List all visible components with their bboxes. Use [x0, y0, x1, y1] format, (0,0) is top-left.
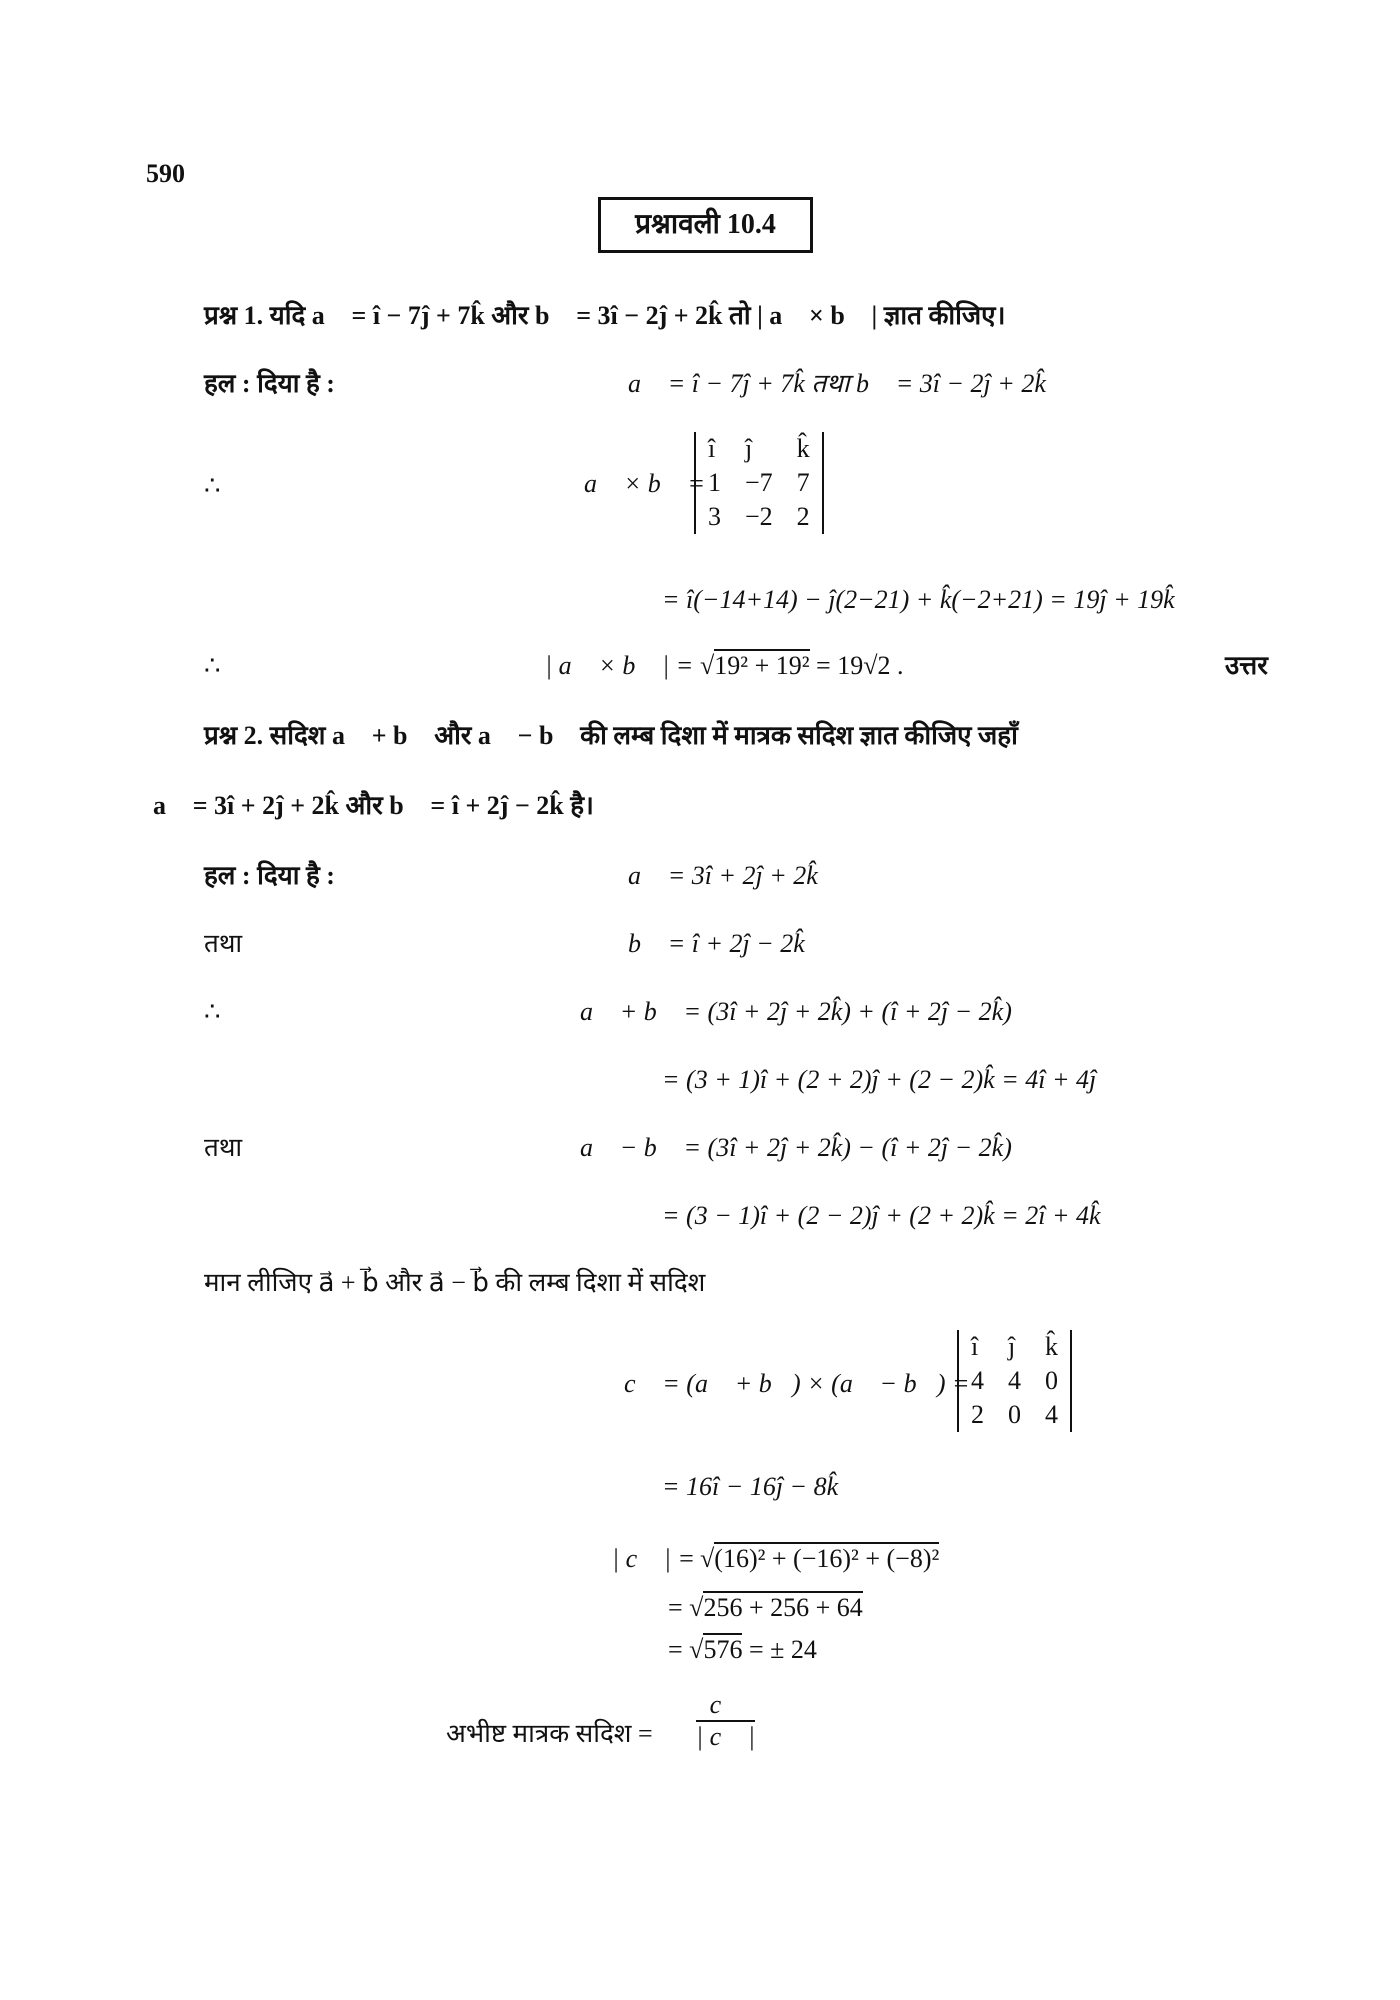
- page-number: 590: [146, 159, 185, 188]
- cell: 0: [1008, 1400, 1021, 1429]
- magnitude-result: = ± 24: [748, 1635, 817, 1664]
- cell: k̂: [1045, 1332, 1058, 1361]
- radicand: 256 + 256 + 64: [703, 1593, 863, 1622]
- cell: k̂: [796, 434, 810, 463]
- q1-expansion: = î(−14+14) − ĵ(2−21) + k̂(−2+21) = 19ĵ + 19k̂: [662, 585, 1175, 614]
- solution-given-label: हल : दिया है :: [204, 369, 335, 398]
- cell: 3: [708, 502, 721, 531]
- cell: 2: [796, 502, 810, 531]
- radicand: 576: [703, 1635, 743, 1664]
- q1-determinant: [694, 432, 824, 534]
- unit-vector-fraction: [696, 1690, 755, 1752]
- unit-vector-label: अभीष्ट मात्रक सदिश =: [446, 1719, 653, 1748]
- cell: −7: [745, 468, 773, 497]
- cell: 4: [971, 1366, 984, 1395]
- cell: ĵ: [1008, 1332, 1016, 1361]
- tatha-label: तथा: [204, 929, 243, 958]
- radicand: 19² + 19²: [714, 651, 810, 680]
- fraction-numerator: c⃗: [696, 1690, 755, 1722]
- cell: 0: [1045, 1366, 1058, 1395]
- b-vector-eq: b⃗ = î + 2ĵ − 2k̂: [628, 929, 805, 958]
- question-2-line1: प्रश्न 2. सदिश a⃗ + b⃗ और a⃗ − b⃗ की लम्ब दिशा में मात्रक सदिश ज्ञात कीजिए जहाँ: [204, 721, 1018, 750]
- c-magnitude-step2: = √256 + 256 + 64: [668, 1593, 863, 1622]
- cell: 4: [1008, 1366, 1021, 1395]
- section-title: प्रश्नावली 10.4: [598, 197, 813, 253]
- radicand: (16)² + (−16)² + (−8)²: [714, 1544, 940, 1573]
- cell: 7: [796, 468, 810, 497]
- sum-result: = (3 + 1)î + (2 + 2)ĵ + (2 − 2)k̂ = 4î + 4ĵ: [662, 1065, 1097, 1094]
- sum-eq: a⃗ + b⃗ = (3î + 2ĵ + 2k̂) + (î + 2ĵ − 2k̂): [580, 997, 1012, 1026]
- equals: =: [668, 1593, 683, 1622]
- cross-product-lhs: a⃗ × b⃗ =: [584, 469, 706, 498]
- cell: 4: [1045, 1400, 1058, 1429]
- cell: ĵ: [745, 434, 753, 463]
- magnitude-sqrt: √19² + 19² = 19√2 .: [700, 651, 904, 680]
- therefore-symbol: ∴: [204, 651, 221, 680]
- c-magnitude-lhs: | c⃗ | =: [612, 1544, 696, 1573]
- q1-given-vectors: a⃗ = î − 7ĵ + 7k̂ तथा b⃗ = 3î − 2ĵ + 2k̂: [628, 369, 1046, 398]
- c-magnitude-sqrt1: √(16)² + (−16)² + (−8)²: [700, 1544, 940, 1573]
- diff-result: = (3 − 1)î + (2 − 2)ĵ + (2 + 2)k̂ = 2î + 4k̂: [662, 1201, 1101, 1230]
- tatha-label: तथा: [204, 1133, 243, 1162]
- therefore-symbol: ∴: [204, 997, 221, 1026]
- therefore-symbol: ∴: [204, 471, 221, 500]
- c-vector-lhs: c⃗ = (a⃗ + b⃗) × (a⃗ − b⃗) =: [624, 1369, 970, 1398]
- fraction-denominator: | c⃗ |: [696, 1722, 756, 1751]
- let-statement: मान लीजिए a⃗ + b⃗ और a⃗ − b⃗ की लम्ब दिशा में सदिश: [204, 1268, 706, 1297]
- cell: î: [708, 434, 716, 463]
- answer-label: उत्तर: [1225, 651, 1268, 680]
- c-magnitude-step3: = √576 = ± 24: [668, 1635, 817, 1664]
- q2-determinant: [957, 1330, 1072, 1432]
- magnitude-result: = 19√2 .: [816, 651, 904, 680]
- cell: −2: [745, 502, 773, 531]
- solution-given-label: हल : दिया है :: [204, 861, 335, 890]
- c-result: = 16î − 16ĵ − 8k̂: [662, 1472, 839, 1501]
- cell: 1: [708, 468, 721, 497]
- diff-eq: a⃗ − b⃗ = (3î + 2ĵ + 2k̂) − (î + 2ĵ − 2k̂): [580, 1133, 1012, 1162]
- a-vector-eq: a⃗ = 3î + 2ĵ + 2k̂: [628, 861, 818, 890]
- question-1-text: प्रश्न 1. यदि a⃗ = î − 7ĵ + 7k̂ और b⃗ = 3î − 2ĵ + 2k̂ तो | a⃗ × b⃗ | ज्ञात कीजिए।: [204, 301, 1006, 330]
- question-2-line2: a⃗ = 3î + 2ĵ + 2k̂ और b⃗ = î + 2ĵ − 2k̂ है।: [153, 791, 594, 820]
- magnitude-lhs: | a⃗ × b⃗ | =: [545, 651, 694, 680]
- cell: 2: [971, 1400, 984, 1429]
- cell: î: [971, 1332, 979, 1361]
- equals: =: [668, 1635, 683, 1664]
